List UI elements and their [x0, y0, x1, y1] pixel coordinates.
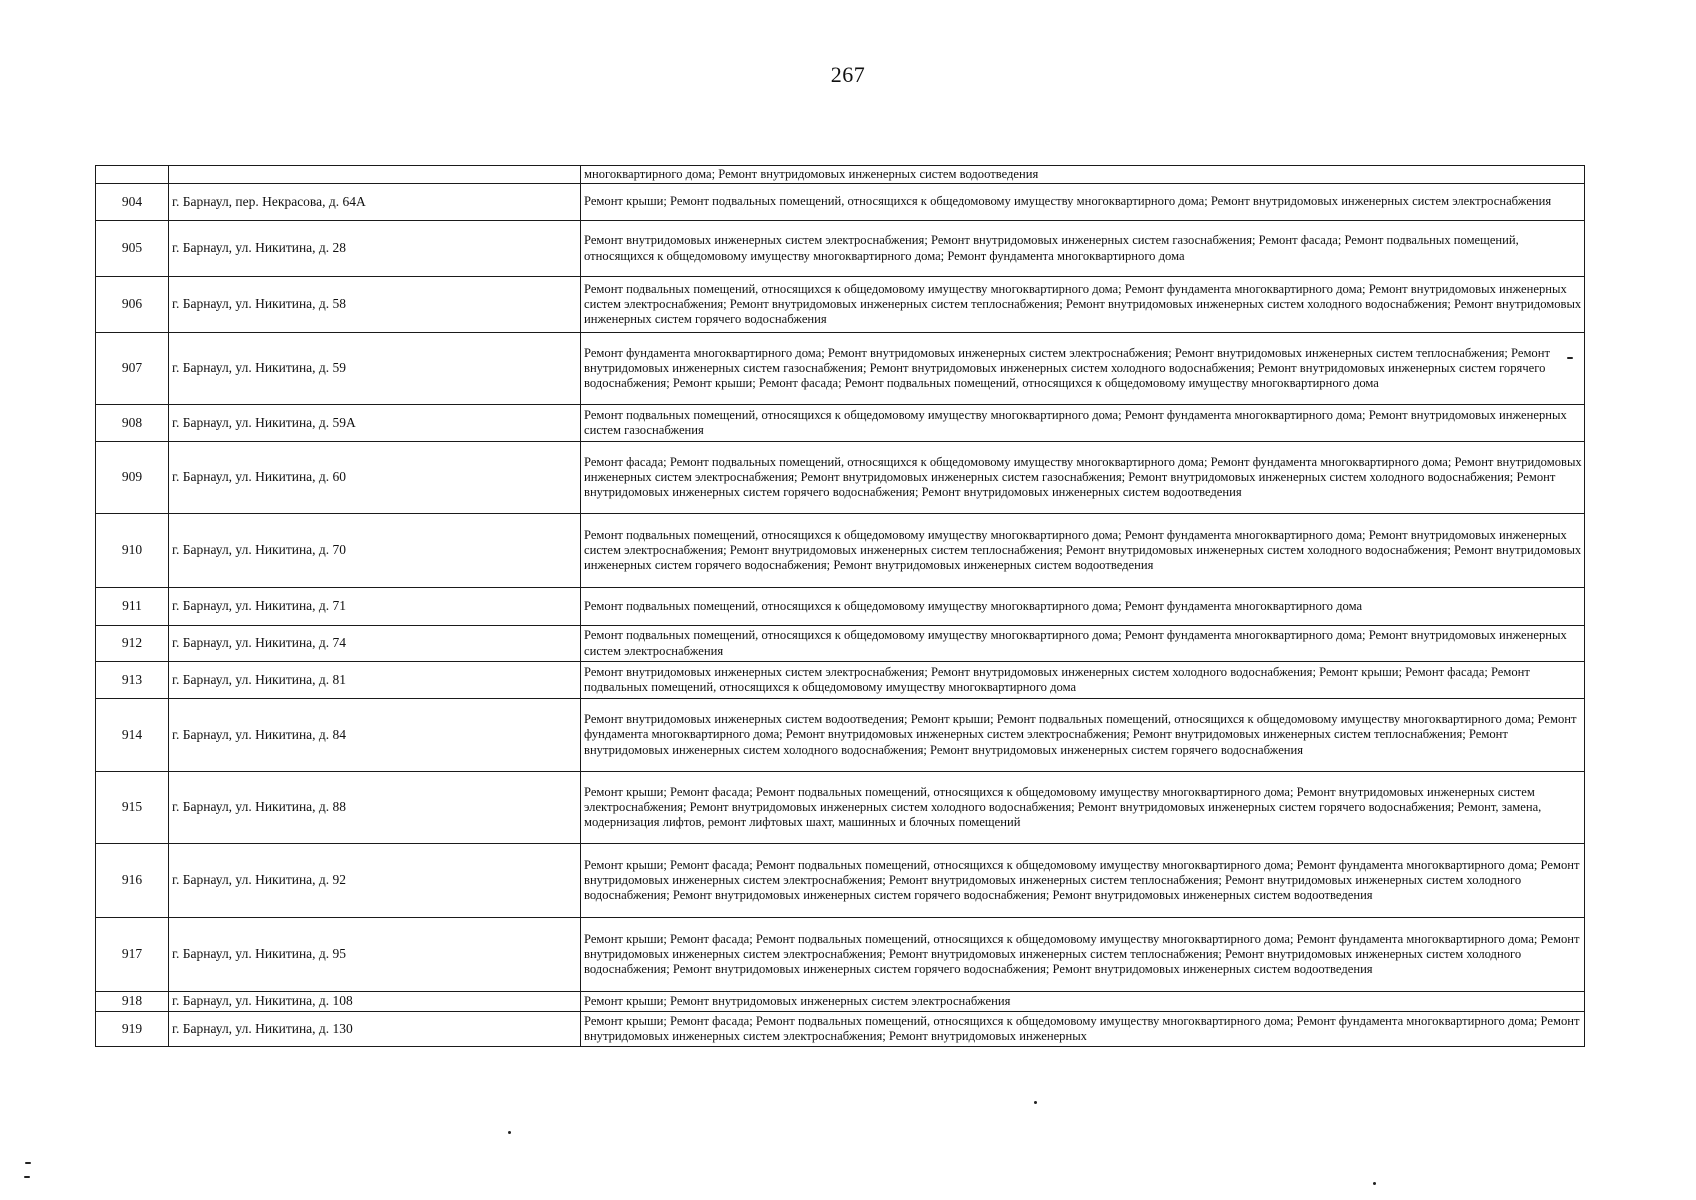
- row-address: г. Барнаул, ул. Никитина, д. 88: [169, 772, 581, 844]
- table-row: [96, 844, 1585, 918]
- row-number: [96, 166, 169, 184]
- table-row: [96, 405, 1585, 442]
- row-works: Ремонт внутридомовых инженерных систем электроснабжения; Ремонт внутридомовых инженерных систем холодного водоснабжения; Ремонт крыши; Ремонт фасада; Ремонт подвальных помещений, относящихся к общедомовому имуществу многоквартирного дома: [581, 662, 1585, 699]
- row-address: [169, 166, 581, 184]
- table-row: [96, 184, 1585, 221]
- row-address: г. Барнаул, ул. Никитина, д. 28: [169, 221, 581, 277]
- row-works: Ремонт фасада; Ремонт подвальных помещений, относящихся к общедомовому имуществу многоквартирного дома; Ремонт фундамента многоквартирного дома; Ремонт внутридомовых инженерных систем электроснабжения; Ремонт внутридомовых инженерных систем газоснабжения; Ремонт внутридомовых инженерных систем холодного водоснабжения; Ремонт внутридомовых инженерных систем горячего водоснабжения; Ремонт внутридомовых инженерных систем водоотведения: [581, 442, 1585, 514]
- row-works: Ремонт крыши; Ремонт фасада; Ремонт подвальных помещений, относящихся к общедомовому имуществу многоквартирного дома; Ремонт фундамента многоквартирного дома; Ремонт внутридомовых инженерных систем электроснабжения; Ремонт внутридомовых инженерных систем теплоснабжения; Ремонт внутридомовых инженерных систем холодного водоснабжения; Ремонт внутридомовых инженерных систем горячего водоснабжения; Ремонт внутридомовых инженерных систем водоотведения: [581, 918, 1585, 992]
- row-address: г. Барнаул, ул. Никитина, д. 59А: [169, 405, 581, 442]
- row-number: 906: [96, 277, 169, 333]
- row-number: 904: [96, 184, 169, 221]
- row-number: 914: [96, 699, 169, 772]
- page-number: 267: [830, 62, 866, 87]
- row-number: 916: [96, 844, 169, 918]
- table-row: [96, 662, 1585, 699]
- table-row: [96, 166, 1585, 184]
- row-works: Ремонт подвальных помещений, относящихся к общедомовому имуществу многоквартирного дома; Ремонт фундамента многоквартирного дома: [581, 588, 1585, 626]
- table-row: [96, 442, 1585, 514]
- row-address: г. Барнаул, ул. Никитина, д. 92: [169, 844, 581, 918]
- scan-speck: [1034, 1101, 1037, 1104]
- row-number: 918: [96, 992, 169, 1012]
- row-number: 908: [96, 405, 169, 442]
- table-row: [96, 333, 1585, 405]
- repair-register-table: [95, 165, 1585, 1047]
- row-works: Ремонт внутридомовых инженерных систем водоотведения; Ремонт крыши; Ремонт подвальных помещений, относящихся к общедомовому имуществу многоквартирного дома; Ремонт фундамента многоквартирного дома; Ремонт внутридомовых инженерных систем электроснабжения; Ремонт внутридомовых инженерных систем теплоснабжения; Ремонт внутридомовых инженерных систем холодного водоснабжения; Ремонт внутридомовых инженерных систем горячего водоснабжения: [581, 699, 1585, 772]
- scan-speck: [1567, 357, 1573, 359]
- row-works: многоквартирного дома; Ремонт внутридомовых инженерных систем водоотведения: [581, 166, 1585, 184]
- row-works: Ремонт внутридомовых инженерных систем электроснабжения; Ремонт внутридомовых инженерных систем газоснабжения; Ремонт фасада; Ремонт подвальных помещений, относящихся к общедомовому имуществу многоквартирного дома; Ремонт фундамента многоквартирного дома: [581, 221, 1585, 277]
- row-works: Ремонт фундамента многоквартирного дома; Ремонт внутридомовых инженерных систем электроснабжения; Ремонт внутридомовых инженерных систем теплоснабжения; Ремонт внутридомовых инженерных систем газоснабжения; Ремонт внутридомовых инженерных систем холодного водоснабжения; Ремонт внутридомовых инженерных систем горячего водоснабжения; Ремонт крыши; Ремонт фасада; Ремонт подвальных помещений, относящихся к общедомовому имуществу многоквартирного дома: [581, 333, 1585, 405]
- table-row: [96, 588, 1585, 626]
- scan-speck: [1373, 1182, 1376, 1185]
- table-row: [96, 277, 1585, 333]
- table-row: [96, 514, 1585, 588]
- row-address: г. Барнаул, ул. Никитина, д. 74: [169, 626, 581, 662]
- table-row: [96, 918, 1585, 992]
- row-works: Ремонт подвальных помещений, относящихся к общедомовому имуществу многоквартирного дома; Ремонт фундамента многоквартирного дома; Ремонт внутридомовых инженерных систем электроснабжения: [581, 626, 1585, 662]
- row-works: Ремонт крыши; Ремонт подвальных помещений, относящихся к общедомовому имуществу многоквартирного дома; Ремонт внутридомовых инженерных систем электроснабжения: [581, 184, 1585, 221]
- row-number: 909: [96, 442, 169, 514]
- row-number: 919: [96, 1012, 169, 1047]
- row-works: Ремонт крыши; Ремонт внутридомовых инженерных систем электроснабжения: [581, 992, 1585, 1012]
- row-works: Ремонт подвальных помещений, относящихся к общедомовому имуществу многоквартирного дома; Ремонт фундамента многоквартирного дома; Ремонт внутридомовых инженерных систем электроснабжения; Ремонт внутридомовых инженерных систем теплоснабжения; Ремонт внутридомовых инженерных систем холодного водоснабжения; Ремонт внутридомовых инженерных систем горячего водоснабжения: [581, 277, 1585, 333]
- row-works: Ремонт крыши; Ремонт фасада; Ремонт подвальных помещений, относящихся к общедомовому имуществу многоквартирного дома; Ремонт фундамента многоквартирного дома; Ремонт внутридомовых инженерных систем электроснабжения; Ремонт внутридомовых инженерных: [581, 1012, 1585, 1047]
- row-address: г. Барнаул, ул. Никитина, д. 108: [169, 992, 581, 1012]
- row-number: 911: [96, 588, 169, 626]
- row-address: г. Барнаул, ул. Никитина, д. 70: [169, 514, 581, 588]
- row-address: г. Барнаул, пер. Некрасова, д. 64А: [169, 184, 581, 221]
- table-row: [96, 1012, 1585, 1047]
- scan-speck: [25, 1162, 31, 1164]
- row-works: Ремонт крыши; Ремонт фасада; Ремонт подвальных помещений, относящихся к общедомовому имуществу многоквартирного дома; Ремонт фундамента многоквартирного дома; Ремонт внутридомовых инженерных систем электроснабжения; Ремонт внутридомовых инженерных систем теплоснабжения; Ремонт внутридомовых инженерных систем холодного водоснабжения; Ремонт внутридомовых инженерных систем горячего водоснабжения; Ремонт внутридомовых инженерных систем водоотведения: [581, 844, 1585, 918]
- row-number: 917: [96, 918, 169, 992]
- row-works: Ремонт крыши; Ремонт фасада; Ремонт подвальных помещений, относящихся к общедомовому имуществу многоквартирного дома; Ремонт внутридомовых инженерных систем электроснабжения; Ремонт внутридомовых инженерных систем холодного водоснабжения; Ремонт внутридомовых инженерных систем горячего водоснабжения; Ремонт, замена, модернизация лифтов, ремонт лифтовых шахт, машинных и блочных помещений: [581, 772, 1585, 844]
- table-row: [96, 699, 1585, 772]
- row-number: 912: [96, 626, 169, 662]
- row-number: 913: [96, 662, 169, 699]
- scan-speck: [508, 1131, 511, 1134]
- row-address: г. Барнаул, ул. Никитина, д. 59: [169, 333, 581, 405]
- scan-speck: [24, 1176, 30, 1178]
- row-address: г. Барнаул, ул. Никитина, д. 81: [169, 662, 581, 699]
- row-address: г. Барнаул, ул. Никитина, д. 95: [169, 918, 581, 992]
- row-address: г. Барнаул, ул. Никитина, д. 58: [169, 277, 581, 333]
- row-works: Ремонт подвальных помещений, относящихся к общедомовому имуществу многоквартирного дома; Ремонт фундамента многоквартирного дома; Ремонт внутридомовых инженерных систем электроснабжения; Ремонт внутридомовых инженерных систем теплоснабжения; Ремонт внутридомовых инженерных систем холодного водоснабжения; Ремонт внутридомовых инженерных систем горячего водоснабжения; Ремонт внутридомовых инженерных систем водоотведения: [581, 514, 1585, 588]
- table-row: [96, 772, 1585, 844]
- row-number: 910: [96, 514, 169, 588]
- row-address: г. Барнаул, ул. Никитина, д. 71: [169, 588, 581, 626]
- row-address: г. Барнаул, ул. Никитина, д. 84: [169, 699, 581, 772]
- table-row: [96, 992, 1585, 1012]
- table-row: [96, 221, 1585, 277]
- table-body: [96, 166, 1585, 1047]
- row-address: г. Барнаул, ул. Никитина, д. 60: [169, 442, 581, 514]
- row-address: г. Барнаул, ул. Никитина, д. 130: [169, 1012, 581, 1047]
- table-row: [96, 626, 1585, 662]
- row-number: 915: [96, 772, 169, 844]
- row-number: 905: [96, 221, 169, 277]
- row-number: 907: [96, 333, 169, 405]
- row-works: Ремонт подвальных помещений, относящихся к общедомовому имуществу многоквартирного дома; Ремонт фундамента многоквартирного дома; Ремонт внутридомовых инженерных систем газоснабжения: [581, 405, 1585, 442]
